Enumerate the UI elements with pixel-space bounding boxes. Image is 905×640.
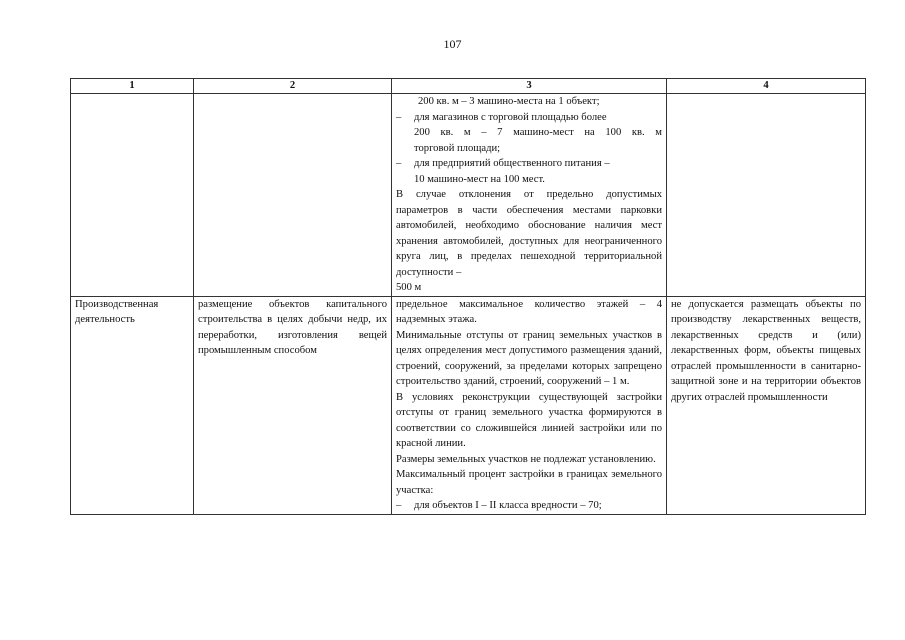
plot-size-paragraph: Размеры земельных участков не подлежат установлению. xyxy=(396,453,656,465)
row1-col3 xyxy=(392,94,667,297)
table-row xyxy=(71,94,866,297)
row1-col1 xyxy=(71,94,194,297)
regulations-table xyxy=(70,78,866,515)
parking-deviation-distance: 500 м xyxy=(396,282,422,293)
header-col-3: 3 xyxy=(392,79,667,94)
reconstruction-paragraph: В условиях реконструкции существующей застройки отступы от границ земельного участка формируются в соответствии со сложившейся линией застройки или по красной линии. xyxy=(396,391,662,449)
row2-col1 xyxy=(71,296,194,514)
parking-item-shops-a: для магазинов с торговой площадью более xyxy=(414,111,607,123)
parking-line-1: 200 кв. м – 3 машино-места на 1 объект; xyxy=(418,96,600,107)
parking-item-shops-b: 200 кв. м – 7 машино-мест на 100 кв. м xyxy=(414,127,662,138)
header-col-4: 4 xyxy=(667,79,866,94)
dash-marker: – xyxy=(396,158,402,169)
coverage-paragraph: Максимальный процент застройки в границах земельного участка: xyxy=(396,469,662,496)
parking-item-shops-c: торговой площади; xyxy=(414,142,501,154)
dash-marker: – xyxy=(396,500,402,511)
header-col-1: 1 xyxy=(71,79,194,94)
table-row xyxy=(71,296,866,514)
parking-item-catering xyxy=(396,156,662,172)
parking-item-catering-a: для предприятий общественного питания – xyxy=(414,158,610,169)
row1-col4 xyxy=(667,94,866,297)
use-type-name: Производственная деятельность xyxy=(75,298,159,325)
row2-col2 xyxy=(194,296,392,514)
restrictions-paragraph: не допускается размещать объекты по производству лекарственных веществ, лекарственных средств и (или) лекарственных форм, объекты пищевых отраслей промышленности в санитарно-защитной зоне и на территории объектов других отраслей промышленности xyxy=(671,298,861,403)
use-type-description: размещение объектов капитального строительства в целях добычи недр, их переработки, изготовления вещей промышленным способом xyxy=(198,298,387,356)
setbacks-paragraph: Минимальные отступы от границ земельных участков в целях определения мест допустимого размещения зданий, строений, сооружений, за пределами которых запрещено строительство зданий, строений, сооружений – 1 м. xyxy=(396,329,662,387)
row1-col2 xyxy=(194,94,392,297)
page-number: 107 xyxy=(443,37,462,51)
parking-item-catering-b: 10 машино-мест на 100 мест. xyxy=(414,173,545,185)
parking-deviation-paragraph: В случае отклонения от предельно допустимых параметров в части обеспечения местами парковки автомобилей, необходимо обоснование наличия мест хранения автомобилей, доступных для неограниченного круга лиц, в пределах пешеходной территориальной доступности – xyxy=(396,189,662,278)
header-col-2: 2 xyxy=(194,79,392,94)
parking-item-shops xyxy=(396,110,662,126)
table-header-row xyxy=(71,79,866,94)
max-floors-paragraph: предельное максимальное количество этажей – 4 надземных этажа. xyxy=(396,298,662,325)
dash-marker: – xyxy=(396,111,402,123)
coverage-item-class-1-2-text: для объектов I – II класса вредности – 70; xyxy=(414,500,602,511)
coverage-item-class-1-2 xyxy=(396,498,662,514)
row2-col3 xyxy=(392,296,667,514)
row2-col4 xyxy=(667,296,866,514)
